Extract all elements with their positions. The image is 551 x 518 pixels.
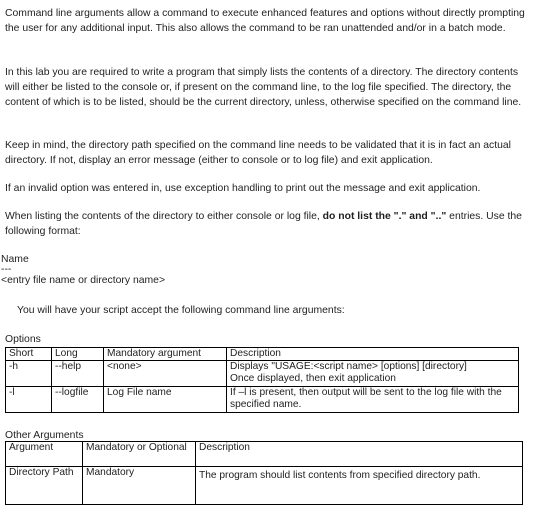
options-header-mandatory: Mandatory argument <box>104 348 227 361</box>
option-long-logfile: --logfile <box>52 387 104 413</box>
other-header-argument: Argument <box>6 442 83 467</box>
other-header-description: Description <box>196 442 523 467</box>
option-short-l: -l <box>6 387 52 413</box>
other-argument-directory-path: Directory Path <box>6 467 83 505</box>
other-arguments-title: Other Arguments <box>5 430 84 441</box>
invalid-option-paragraph: If an invalid option was entered in, use exception handling to print out the message and exit application. <box>5 183 481 194</box>
other-arguments-table <box>5 441 523 505</box>
accept-text: You will have your script accept the following command line arguments: <box>17 305 345 316</box>
other-arguments-header-row <box>6 442 523 467</box>
option-description-logfile: If –l is present, then output will be sent to the log file with the specified name. <box>227 387 519 413</box>
option-long-help: --help <box>52 361 104 387</box>
options-title: Options <box>5 334 41 345</box>
lab-paragraph: In this lab you are required to write a program that simply lists the contents of a directory. The directory contents will either be listed to the console or, if present on the command line, to the log file specified. The directory, the content of which is to be listed, should be the current directory, unless, otherwise specified on the command line. <box>5 67 522 108</box>
table-row <box>6 387 519 413</box>
listing-text-2: entries. Use the following format: <box>5 211 522 237</box>
options-header-long: Long <box>52 348 104 361</box>
table-row <box>6 361 519 387</box>
option-description-help <box>227 361 519 387</box>
listing-bold-text: do not list the "." and ".." <box>322 211 447 222</box>
option-description-help-line2: Once displayed, then exit application <box>230 373 396 384</box>
options-header-short: Short <box>6 348 52 361</box>
listing-paragraph <box>5 209 533 239</box>
option-mandatory-logfile: Log File name <box>104 387 227 413</box>
format-dash-line: --- <box>1 264 12 275</box>
other-mandatory-value: Mandatory <box>83 467 196 505</box>
table-row <box>6 467 523 505</box>
listing-text-1: When listing the contents of the directory to either console or log file, <box>5 211 323 222</box>
option-description-help-line1: Displays "USAGE:<script name> [options] [directory] <box>230 361 467 372</box>
option-short-h: -h <box>6 361 52 387</box>
options-table <box>5 347 519 413</box>
options-header-row <box>6 348 519 361</box>
intro-paragraph: Command line arguments allow a command to execute enhanced features and options without directly prompting the user for any additional input. This also allows the command to be ran unattended and/or in a batch mode. <box>5 8 525 34</box>
format-name-line: Name <box>1 254 29 265</box>
format-entry-line: <entry file name or directory name> <box>1 275 166 286</box>
options-header-description: Description <box>227 348 519 361</box>
other-header-mandatory: Mandatory or Optional <box>83 442 196 467</box>
keep-in-mind-paragraph: Keep in mind, the directory path specified on the command line needs to be validated that it is in fact an actual directory. If not, display an error message (either to console or to log file) and exit application. <box>5 140 511 166</box>
other-description-value: The program should list contents from specified directory path. <box>196 467 523 505</box>
option-mandatory-none: <none> <box>104 361 227 387</box>
